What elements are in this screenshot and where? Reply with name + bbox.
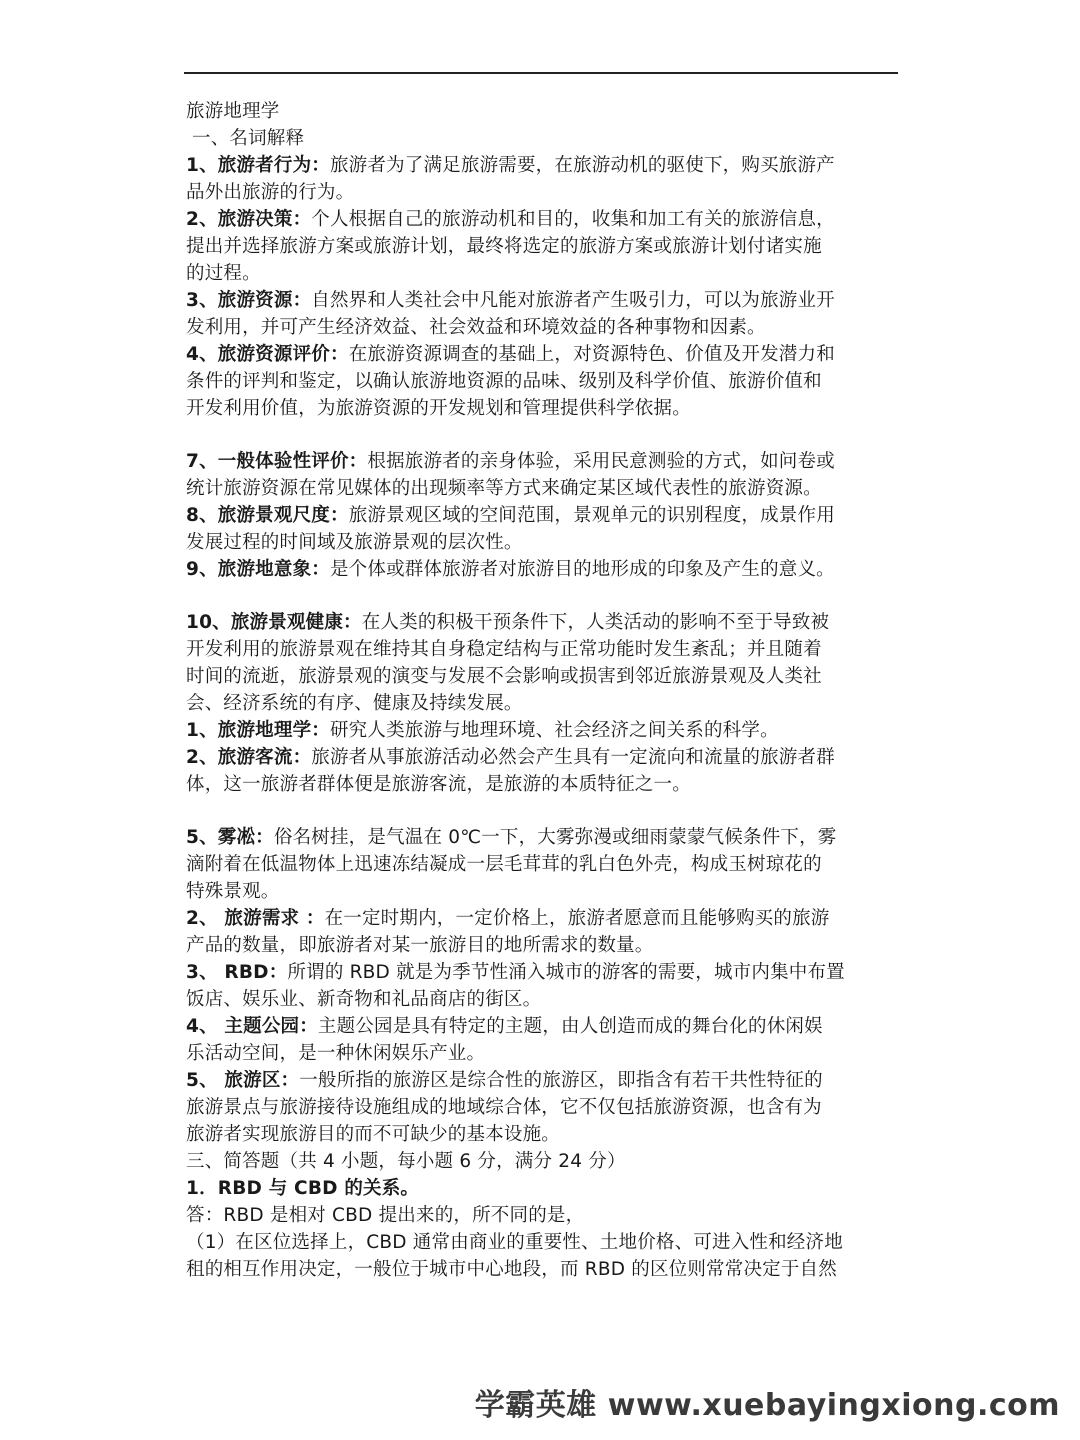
- definition-line: [186, 986, 898, 1013]
- definition-text: 旅游者为了满足旅游需要，在旅游动机的驱使下，购买旅游产: [329, 155, 835, 176]
- definition-group: [186, 824, 898, 1148]
- definition-text: 会、经济系统的有序、健康及持续发展。: [186, 693, 523, 714]
- definition-entry: [186, 502, 898, 556]
- paragraph-gap: [186, 798, 898, 824]
- definition-line: [186, 959, 898, 986]
- document-body: [186, 98, 898, 1283]
- definition-text: 在旅游资源调查的基础上，对资源特色、价值及开发潜力和: [348, 344, 835, 365]
- definition-line: [186, 771, 898, 798]
- definition-line: [186, 206, 898, 233]
- definition-text: 开发利用的旅游景观在维持其自身稳定结构与正常功能时发生紊乱；并且随着: [186, 639, 822, 660]
- definition-text: 滴附着在低温物体上迅速冻结凝成一层毛茸茸的乳白色外壳，构成玉树琼花的: [186, 854, 822, 875]
- definition-entry: [186, 206, 898, 287]
- definition-text: 的过程。: [186, 263, 261, 284]
- definition-line: [186, 1013, 898, 1040]
- definition-entry: [186, 824, 898, 905]
- definition-text: 在人类的积极干预条件下，人类活动的影响不至于导致被: [361, 612, 830, 633]
- section-heading-short-answer: 三、简答题（共 4 小题，每小题 6 分，满分 24 分）: [186, 1151, 626, 1172]
- definition-text: 旅游景点与旅游接待设施组成的地域综合体，它不仅包括旅游资源，也含有为: [186, 1097, 822, 1118]
- definition-text: 品外出旅游的行为。: [186, 182, 355, 203]
- definition-text: 发展过程的时间域及旅游景观的层次性。: [186, 532, 523, 553]
- definition-line: [186, 152, 898, 179]
- definition-entry: [186, 341, 898, 422]
- definition-line: [186, 1040, 898, 1067]
- definition-group: [186, 152, 898, 422]
- definition-term: 1、旅游者行为：: [186, 155, 330, 176]
- definition-entry: [186, 556, 898, 583]
- definition-entry: [186, 744, 898, 798]
- definition-term: 2、旅游客流：: [186, 747, 312, 768]
- definition-text: 统计旅游资源在常见媒体的出现频率等方式来确定某区域代表性的旅游资源。: [186, 478, 822, 499]
- definition-entry: [186, 609, 898, 717]
- definition-line: [186, 233, 898, 260]
- definition-line: [186, 851, 898, 878]
- definition-line: [186, 179, 898, 206]
- definition-line: [186, 717, 898, 744]
- question-heading: [186, 1175, 898, 1202]
- definition-text: 条件的评判和鉴定，以确认旅游地资源的品味、级别及科学价值、旅游价值和: [186, 371, 822, 392]
- definition-line: [186, 314, 898, 341]
- definition-text: 主题公园是具有特定的主题，由人创造而成的舞台化的休闲娱: [317, 1016, 823, 1037]
- definition-line: [186, 663, 898, 690]
- definition-text: 研究人类旅游与地理环境、社会经济之间关系的科学。: [329, 720, 779, 741]
- definition-text: 在一定时期内，一定价格上，旅游者愿意而且能够购买的旅游: [324, 908, 830, 929]
- definition-text: 提出并选择旅游方案或旅游计划，最终将选定的旅游方案或旅游计划付诸实施: [186, 236, 822, 257]
- definition-term: 3、旅游资源：: [186, 290, 312, 311]
- definition-entry: [186, 1013, 898, 1067]
- definition-text: 特殊景观。: [186, 881, 280, 902]
- definition-text: 产品的数量，即旅游者对某一旅游目的地所需求的数量。: [186, 935, 654, 956]
- definition-text: 俗名树挂，是气温在 0℃一下，大雾弥漫或细雨蒙蒙气候条件下，雾: [273, 827, 837, 848]
- paragraph-gap: [186, 422, 898, 448]
- definition-term: 9、旅游地意象：: [186, 559, 330, 580]
- definition-term: 2、 旅游需求 ：: [186, 908, 325, 929]
- definition-entry: [186, 448, 898, 502]
- paragraph-gap: [186, 583, 898, 609]
- definition-line: [186, 1067, 898, 1094]
- section-heading-definitions: 一、名词解释: [192, 128, 305, 149]
- definition-line: [186, 636, 898, 663]
- definition-line: [186, 260, 898, 287]
- definition-line: [186, 690, 898, 717]
- document-title: 旅游地理学: [186, 101, 280, 122]
- definition-text: 开发利用价值，为旅游资源的开发规划和管理提供科学依据。: [186, 398, 691, 419]
- definition-term: 10、旅游景观健康：: [186, 612, 362, 633]
- definition-line: [186, 744, 898, 771]
- definition-group: [186, 448, 898, 583]
- definition-entry: [186, 1067, 898, 1148]
- question-text: 1．RBD 与 CBD 的关系。: [186, 1178, 420, 1199]
- definition-group: [186, 609, 898, 798]
- definition-text: 根据旅游者的亲身体验，采用民意测验的方式，如问卷或: [367, 451, 835, 472]
- definition-term: 5、 旅游区：: [186, 1070, 300, 1091]
- site-watermark: 学霸英雄 www.xuebayingxiong.com: [474, 1388, 1060, 1423]
- definition-term: 3、 RBD：: [186, 962, 288, 983]
- definition-term: 4、旅游资源评价：: [186, 344, 349, 365]
- definition-text: 旅游者实现旅游目的而不可缺少的基本设施。: [186, 1124, 561, 1145]
- definition-text: 个人根据自己的旅游动机和目的，收集和加工有关的旅游信息，: [311, 209, 835, 230]
- definition-term: 2、旅游决策：: [186, 209, 312, 230]
- definition-line: [186, 368, 898, 395]
- definition-line: [186, 1121, 898, 1148]
- definition-line: [186, 475, 898, 502]
- definition-text: 饭店、娱乐业、新奇物和礼品商店的街区。: [186, 989, 542, 1010]
- answer-block: [186, 1202, 898, 1283]
- definition-entry: [186, 717, 898, 744]
- header-rule: [184, 72, 898, 74]
- definition-entry: [186, 287, 898, 341]
- definition-entry: [186, 905, 898, 959]
- definition-line: [186, 878, 898, 905]
- definition-line: [186, 395, 898, 422]
- answer-line: （1）在区位选择上，CBD 通常由商业的重要性、土地价格、可进入性和经济地: [186, 1232, 843, 1253]
- definition-text: 旅游者从事旅游活动必然会产生具有一定流向和流量的旅游者群: [311, 747, 835, 768]
- definition-line: [186, 502, 898, 529]
- definition-line: [186, 824, 898, 851]
- definition-text: 自然界和人类社会中凡能对旅游者产生吸引力，可以为旅游业开: [311, 290, 835, 311]
- definition-line: [186, 932, 898, 959]
- definition-text: 乐活动空间，是一种休闲娱乐产业。: [186, 1043, 486, 1064]
- definition-line: [186, 1094, 898, 1121]
- definition-text: 所谓的 RBD 就是为季节性涌入城市的游客的需要，城市内集中布置: [287, 962, 845, 983]
- definition-text: 是个体或群体旅游者对旅游目的地形成的印象及产生的意义。: [329, 559, 835, 580]
- definition-text: 时间的流逝，旅游景观的演变与发展不会影响或损害到邻近旅游景观及人类社: [186, 666, 822, 687]
- definition-line: [186, 905, 898, 932]
- definition-line: [186, 556, 898, 583]
- definition-entry: [186, 152, 898, 206]
- definition-term: 1、旅游地理学：: [186, 720, 330, 741]
- answer-line: 答：RBD 是相对 CBD 提出来的，所不同的是，: [186, 1205, 585, 1226]
- definition-line: [186, 341, 898, 368]
- definition-line: [186, 529, 898, 556]
- definition-line: [186, 609, 898, 636]
- definition-term: 5、雾凇：: [186, 827, 274, 848]
- definition-term: 8、旅游景观尺度：: [186, 505, 349, 526]
- definition-text: 一般所指的旅游区是综合性的旅游区，即指含有若干共性特征的: [299, 1070, 823, 1091]
- definition-line: [186, 448, 898, 475]
- definition-term: 7、一般体验性评价：: [186, 451, 368, 472]
- definition-text: 发利用，并可产生经济效益、社会效益和环境效益的各种事物和因素。: [186, 317, 766, 338]
- definition-term: 4、 主题公园：: [186, 1016, 318, 1037]
- answer-line: 租的相互作用决定，一般位于城市中心地段，而 RBD 的区位则常常决定于自然: [186, 1259, 837, 1280]
- definition-entry: [186, 959, 898, 1013]
- definition-line: [186, 287, 898, 314]
- definition-text: 旅游景观区域的空间范围，景观单元的识别程度，成景作用: [348, 505, 835, 526]
- definition-text: 体，这一旅游者群体便是旅游客流，是旅游的本质特征之一。: [186, 774, 691, 795]
